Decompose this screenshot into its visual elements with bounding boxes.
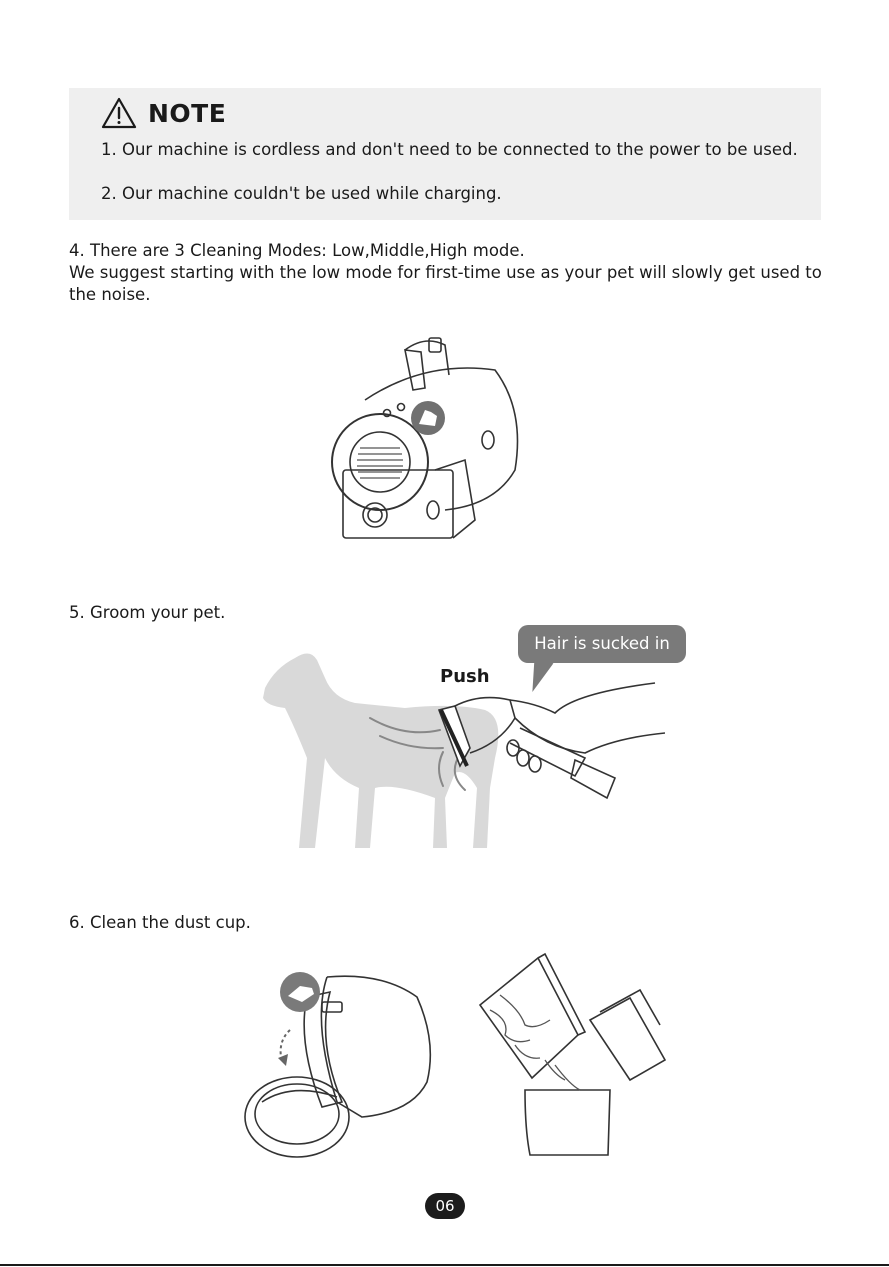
bottom-rule (0, 1264, 889, 1266)
note-title-text: NOTE (148, 98, 227, 128)
page-number: 06 (425, 1193, 465, 1219)
push-label: Push (440, 666, 490, 687)
step6-heading: 6. Clean the dust cup. (69, 913, 251, 932)
dust-cup-emptying-illustration (470, 950, 670, 1160)
step4-body: We suggest starting with the low mode for first-time use as your pet will slowly get used to the noise. (69, 263, 822, 304)
note-line-1: 1. Our machine is cordless and don't need to be connected to the power to be used. (101, 140, 798, 159)
finger-press-icon (280, 972, 320, 1012)
note-title (100, 96, 226, 130)
dog-grooming-illustration (255, 648, 665, 853)
note-line-2: 2. Our machine couldn't be used while charging. (101, 184, 502, 203)
warning-triangle-icon (100, 96, 138, 130)
step5-heading: 5. Groom your pet. (69, 603, 226, 622)
step4-heading: 4. There are 3 Cleaning Modes: Low,Middle,High mode. (69, 241, 525, 260)
finger-press-icon (411, 401, 445, 435)
machine-illustration (325, 330, 525, 550)
hair-sucked-in-bubble: Hair is sucked in (518, 625, 686, 663)
dust-cup-open-illustration (242, 962, 442, 1162)
